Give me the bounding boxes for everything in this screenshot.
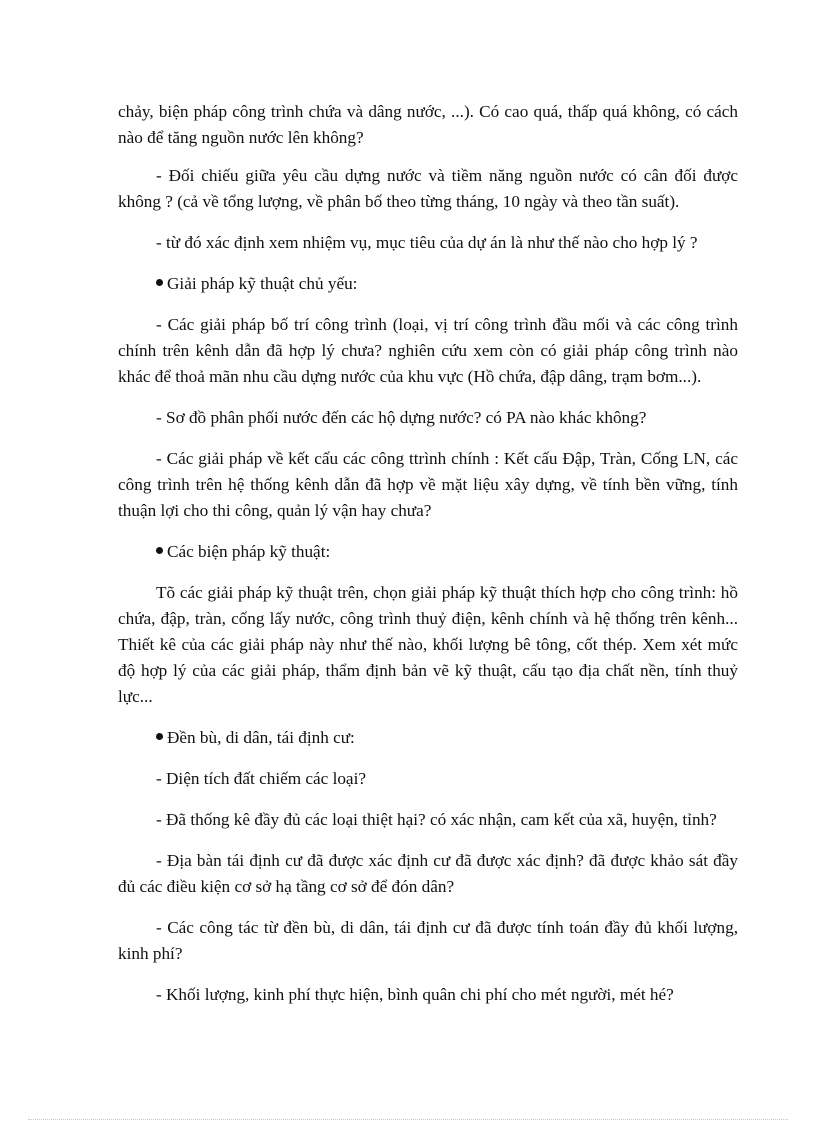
bullet-heading-text: Giải pháp kỹ thuật chủ yếu: bbox=[167, 274, 358, 293]
bullet-icon bbox=[156, 279, 163, 286]
paragraph-6: - Sơ đồ phân phối nước đến các hộ dựng nước? có PA nào khác không? bbox=[156, 408, 647, 427]
bullet-heading-resettlement bbox=[118, 725, 738, 751]
bullet-icon bbox=[156, 547, 163, 554]
paragraph-12: - Đã thống kê đầy đủ các loại thiệt hại? có xác nhận, cam kết của xã, huyện, tỉnh? bbox=[156, 810, 717, 829]
bullet-heading-text: Đền bù, di dân, tái định cư: bbox=[167, 728, 355, 747]
bullet-heading-technical-solutions bbox=[118, 271, 738, 297]
paragraph-7: - Các giải pháp về kết cấu các công ttrình chính : Kết cấu Đập, Tràn, Cống LN, các công trình trên hệ thống kênh dẫn đã hợp về mặt liệu xây dựng, về tính bền vững, tính thuận lợi cho thi công, quản lý vận hay chưa? bbox=[118, 449, 738, 520]
page-bottom-divider bbox=[28, 1119, 788, 1120]
document-body bbox=[118, 99, 738, 1023]
paragraph-5: - Các giải pháp bố trí công trình (loại, vị trí công trình đầu mối và các công trình chính trên kênh dẫn đã hợp lý chưa? nghiên cứu xem còn có giải pháp công trình nào khác để thoả mãn nhu cầu dựng nước của khu vực (Hồ chứa, đập dâng, trạm bơm...). bbox=[118, 315, 738, 386]
paragraph-13: - Địa bàn tái định cư đã được xác định cư đã được xác định? đã được khảo sát đầy đủ các điều kiện cơ sở hạ tầng cơ sở để đón dân? bbox=[118, 851, 738, 896]
paragraph-2: - Đối chiếu giữa yêu cầu dựng nước và tiềm năng nguồn nước có cân đối được không ? (cả về tổng lượng, về phân bố theo từng tháng, 10 ngày và theo tần suất). bbox=[118, 166, 738, 211]
paragraph-3: - từ đó xác định xem nhiệm vụ, mục tiêu của dự án là như thế nào cho hợp lý ? bbox=[156, 233, 698, 252]
paragraph-1: chảy, biện pháp công trình chứa và dâng nước, ...). Có cao quá, thấp quá không, có cách nào để tăng nguồn nước lên không? bbox=[118, 102, 738, 147]
paragraph-9: Tõ các giải pháp kỹ thuật trên, chọn giải pháp kỹ thuật thích hợp cho công trình: hồ chứa, đập, tràn, cống lấy nước, công trình thuỷ điện, kênh chính và hệ thống trên kênh... Thiết kê của các giải pháp này như thế nào, khối lượng bê tông, cốt thép. Xem xét mức độ hợp lý của các giải pháp, thẩm định bản vẽ kỹ thuật, cấu tạo địa chất nền, tính thuỷ lực... bbox=[118, 583, 738, 706]
paragraph-14: - Các công tác từ đền bù, di dân, tái định cư đã được tính toán đầy đủ khối lượng, kinh phí? bbox=[118, 918, 738, 963]
bullet-heading-technical-measures bbox=[118, 539, 738, 565]
paragraph-15: - Khối lượng, kinh phí thực hiện, bình quân chi phí cho mét người, mét hé? bbox=[156, 985, 674, 1004]
bullet-icon bbox=[156, 733, 163, 740]
bullet-heading-text: Các biện pháp kỹ thuật: bbox=[167, 542, 331, 561]
paragraph-11: - Diện tích đất chiếm các loại? bbox=[156, 769, 366, 788]
